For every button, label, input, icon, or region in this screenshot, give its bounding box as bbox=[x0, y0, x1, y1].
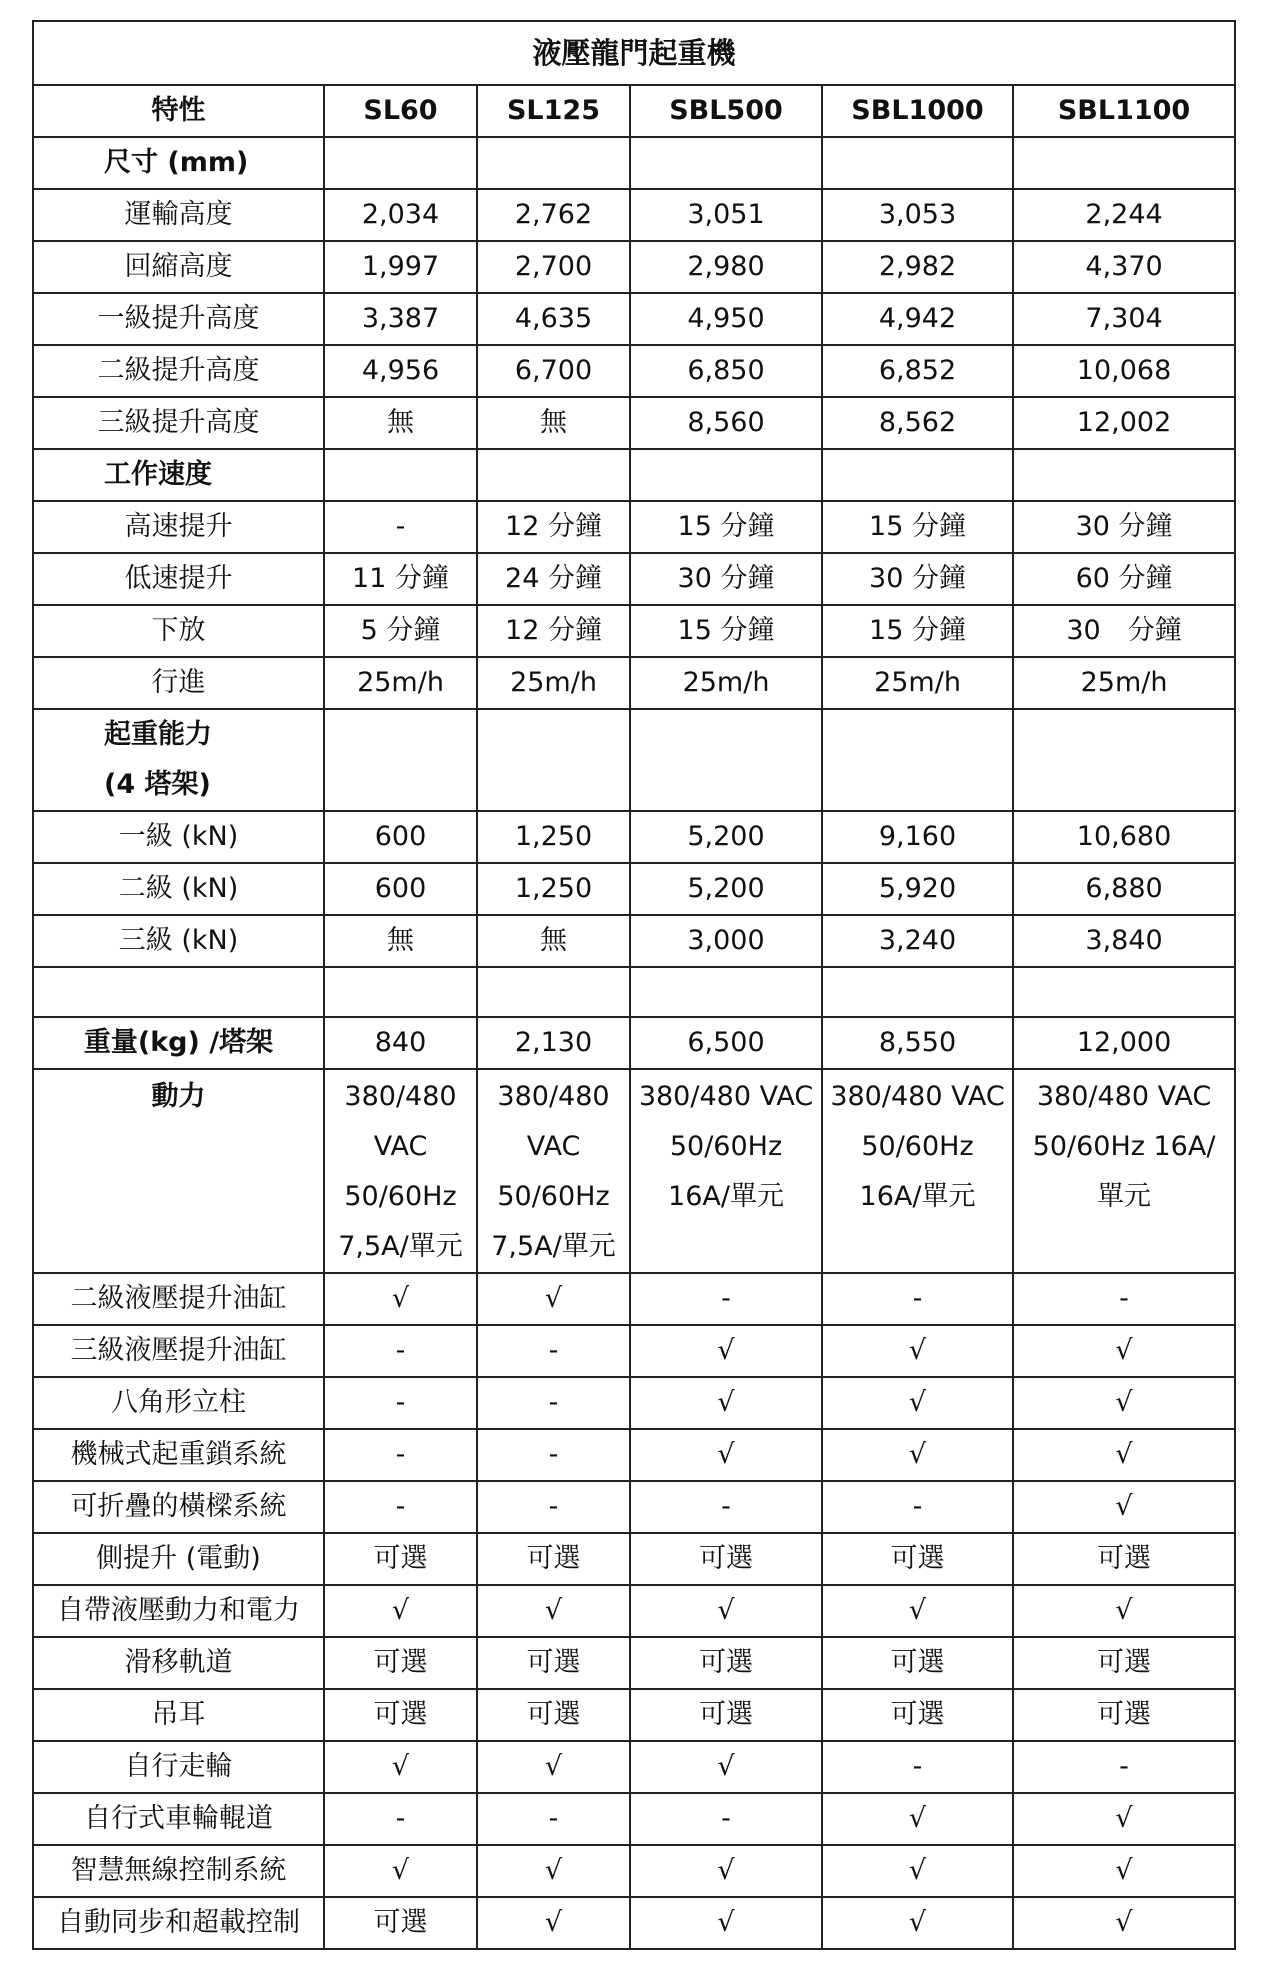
cell-value: 9,160 bbox=[822, 811, 1013, 863]
table-row bbox=[33, 189, 1235, 241]
cell-value: 8,562 bbox=[822, 397, 1013, 449]
cell-value: 3,000 bbox=[630, 915, 822, 967]
cell-value: - bbox=[630, 1793, 822, 1845]
section-capacity bbox=[33, 709, 324, 811]
cell-value: 可選 bbox=[630, 1689, 822, 1741]
cell-value: 4,950 bbox=[630, 293, 822, 345]
cell-value: 30 分鐘 bbox=[630, 553, 822, 605]
table-row bbox=[33, 241, 1235, 293]
cell-line: VAC bbox=[526, 1131, 581, 1162]
cell-value: √ bbox=[1013, 1377, 1235, 1429]
section-row bbox=[33, 137, 1235, 189]
cell-value: - bbox=[324, 1793, 477, 1845]
cell-value: 6,852 bbox=[822, 345, 1013, 397]
row-label-side-lift: 側提升 (電動) bbox=[33, 1533, 324, 1585]
cell-value: √ bbox=[1013, 1481, 1235, 1533]
row-label-travel: 行進 bbox=[33, 657, 324, 709]
cell-value: 無 bbox=[324, 397, 477, 449]
row-label-self-power: 自帶液壓動力和電力 bbox=[33, 1585, 324, 1637]
cell-value: - bbox=[324, 501, 477, 553]
spec-table bbox=[32, 20, 1236, 1950]
cell-value: √ bbox=[822, 1325, 1013, 1377]
cell-value: 12 分鐘 bbox=[477, 501, 630, 553]
section-row bbox=[33, 709, 1235, 811]
cell-value: 可選 bbox=[324, 1637, 477, 1689]
table-row bbox=[33, 1273, 1235, 1325]
cell-value: - bbox=[477, 1481, 630, 1533]
row-label-weight: 重量(kg) /塔架 bbox=[33, 1017, 324, 1069]
cell-value: - bbox=[822, 1481, 1013, 1533]
cell-line: 380/480 VAC bbox=[830, 1081, 1005, 1112]
cell-value: √ bbox=[1013, 1897, 1235, 1949]
table-row bbox=[33, 1429, 1235, 1481]
cell-value: 6,880 bbox=[1013, 863, 1235, 915]
table-row bbox=[33, 345, 1235, 397]
cell-value: 可選 bbox=[630, 1637, 822, 1689]
cell-value bbox=[324, 1069, 477, 1273]
cell-value: √ bbox=[324, 1273, 477, 1325]
row-label-cap-stage2: 二級 (kN) bbox=[33, 863, 324, 915]
cell-value: √ bbox=[822, 1793, 1013, 1845]
row-label-octagon-column: 八角形立柱 bbox=[33, 1377, 324, 1429]
cell-value: 2,700 bbox=[477, 241, 630, 293]
cell-value: 可選 bbox=[477, 1637, 630, 1689]
table-row bbox=[33, 915, 1235, 967]
table-row bbox=[33, 1017, 1235, 1069]
row-label-stage3-height: 三級提升高度 bbox=[33, 397, 324, 449]
cell-value: 6,700 bbox=[477, 345, 630, 397]
table-row bbox=[33, 1069, 1235, 1273]
cell-value: 可選 bbox=[822, 1637, 1013, 1689]
cell-value: 12,002 bbox=[1013, 397, 1235, 449]
col-header: SL125 bbox=[477, 85, 630, 137]
cell-value: 15 分鐘 bbox=[630, 605, 822, 657]
row-label-auto-sync: 自動同步和超載控制 bbox=[33, 1897, 324, 1949]
spec-table-container bbox=[32, 20, 1234, 1958]
cell-value: √ bbox=[630, 1377, 822, 1429]
cell-value: 無 bbox=[477, 915, 630, 967]
cell-value: √ bbox=[822, 1429, 1013, 1481]
cell-value: 4,942 bbox=[822, 293, 1013, 345]
cell-line: 7,5A/單元 bbox=[491, 1231, 616, 1262]
table-row bbox=[33, 863, 1235, 915]
cell-value: 3,840 bbox=[1013, 915, 1235, 967]
cell-line: 380/480 bbox=[344, 1081, 457, 1112]
cell-value: 8,550 bbox=[822, 1017, 1013, 1069]
cell-value: 840 bbox=[324, 1017, 477, 1069]
cell-line: 50/60Hz bbox=[861, 1131, 974, 1162]
cell-value: 可選 bbox=[324, 1689, 477, 1741]
cell-value: 5 分鐘 bbox=[324, 605, 477, 657]
cell-value: 可選 bbox=[822, 1533, 1013, 1585]
row-label-wireless: 智慧無線控制系統 bbox=[33, 1845, 324, 1897]
cell-value: 12 分鐘 bbox=[477, 605, 630, 657]
cell-value: 10,068 bbox=[1013, 345, 1235, 397]
cell-value: 25m/h bbox=[477, 657, 630, 709]
col-header: SBL500 bbox=[630, 85, 822, 137]
cell-value: 2,130 bbox=[477, 1017, 630, 1069]
row-label-cap-stage1: 一級 (kN) bbox=[33, 811, 324, 863]
cell-value: 10,680 bbox=[1013, 811, 1235, 863]
table-row bbox=[33, 293, 1235, 345]
cell-value: - bbox=[630, 1273, 822, 1325]
table-row bbox=[33, 1793, 1235, 1845]
cell-value: √ bbox=[477, 1273, 630, 1325]
table-row bbox=[33, 605, 1235, 657]
table-row bbox=[33, 1897, 1235, 1949]
cell-value: √ bbox=[1013, 1845, 1235, 1897]
cell-value: 30 分鐘 bbox=[1013, 501, 1235, 553]
cell-value: √ bbox=[630, 1585, 822, 1637]
cell-value: 600 bbox=[324, 811, 477, 863]
cell-value: 15 分鐘 bbox=[822, 501, 1013, 553]
cell-value: 2,982 bbox=[822, 241, 1013, 293]
cell-value: 8,560 bbox=[630, 397, 822, 449]
cell-value: √ bbox=[1013, 1325, 1235, 1377]
cell-value: 可選 bbox=[1013, 1637, 1235, 1689]
cell-value: 可選 bbox=[477, 1689, 630, 1741]
table-row bbox=[33, 1325, 1235, 1377]
cell-value: - bbox=[1013, 1273, 1235, 1325]
cell-value: 25m/h bbox=[630, 657, 822, 709]
cell-value: √ bbox=[630, 1325, 822, 1377]
cell-value: - bbox=[324, 1325, 477, 1377]
cell-value: 1,250 bbox=[477, 811, 630, 863]
cell-value: √ bbox=[324, 1585, 477, 1637]
cell-value: 2,244 bbox=[1013, 189, 1235, 241]
cell-value: - bbox=[477, 1325, 630, 1377]
cell-line: 50/60Hz bbox=[344, 1181, 457, 1212]
cell-value: 可選 bbox=[630, 1533, 822, 1585]
table-row bbox=[33, 553, 1235, 605]
row-label-transport-height: 運輸高度 bbox=[33, 189, 324, 241]
table-row bbox=[33, 501, 1235, 553]
cell-value: 5,200 bbox=[630, 863, 822, 915]
cell-value: - bbox=[477, 1793, 630, 1845]
cell-value: - bbox=[630, 1481, 822, 1533]
cell-value: 可選 bbox=[1013, 1689, 1235, 1741]
row-label-lifting-lug: 吊耳 bbox=[33, 1689, 324, 1741]
blank-row bbox=[33, 967, 1235, 1017]
cell-value: √ bbox=[1013, 1793, 1235, 1845]
cell-value: 可選 bbox=[324, 1897, 477, 1949]
cell-value: 可選 bbox=[324, 1533, 477, 1585]
row-label-mech-lock: 機械式起重鎖系統 bbox=[33, 1429, 324, 1481]
cell-line: 380/480 bbox=[497, 1081, 610, 1112]
cell-value: √ bbox=[324, 1845, 477, 1897]
cell-value: √ bbox=[630, 1845, 822, 1897]
cell-value: 15 分鐘 bbox=[822, 605, 1013, 657]
cell-value: √ bbox=[1013, 1585, 1235, 1637]
cell-value: 6,850 bbox=[630, 345, 822, 397]
section-speed: 工作速度 bbox=[33, 449, 324, 501]
cell-line: 單元 bbox=[1097, 1181, 1152, 1212]
cell-value: 12,000 bbox=[1013, 1017, 1235, 1069]
cell-value bbox=[1013, 1069, 1235, 1273]
cell-value: 25m/h bbox=[1013, 657, 1235, 709]
row-label-power: 動力 bbox=[33, 1069, 324, 1273]
table-row bbox=[33, 397, 1235, 449]
table-row bbox=[33, 1689, 1235, 1741]
table-row bbox=[33, 1481, 1235, 1533]
cell-value: √ bbox=[477, 1897, 630, 1949]
cell-value: 1,250 bbox=[477, 863, 630, 915]
cell-line: VAC bbox=[373, 1131, 428, 1162]
row-label-hyd-cyl3: 三級液壓提升油缸 bbox=[33, 1325, 324, 1377]
cell-value: - bbox=[324, 1377, 477, 1429]
cell-value: 4,370 bbox=[1013, 241, 1235, 293]
row-label-self-wheels: 自行走輪 bbox=[33, 1741, 324, 1793]
cell-value: 可選 bbox=[477, 1533, 630, 1585]
section-capacity-line1: 起重能力 bbox=[104, 719, 212, 750]
cell-line: 16A/單元 bbox=[859, 1181, 976, 1212]
cell-value: √ bbox=[477, 1585, 630, 1637]
table-row bbox=[33, 1533, 1235, 1585]
cell-value: 5,200 bbox=[630, 811, 822, 863]
cell-value: √ bbox=[822, 1377, 1013, 1429]
row-label-low-lift: 低速提升 bbox=[33, 553, 324, 605]
cell-value: 3,051 bbox=[630, 189, 822, 241]
cell-value: 600 bbox=[324, 863, 477, 915]
cell-value: 2,762 bbox=[477, 189, 630, 241]
cell-value: √ bbox=[822, 1897, 1013, 1949]
cell-value: 2,034 bbox=[324, 189, 477, 241]
cell-value: - bbox=[477, 1377, 630, 1429]
cell-value: √ bbox=[822, 1585, 1013, 1637]
cell-value: 可選 bbox=[822, 1689, 1013, 1741]
cell-value: √ bbox=[630, 1429, 822, 1481]
table-row bbox=[33, 657, 1235, 709]
cell-value: 3,053 bbox=[822, 189, 1013, 241]
row-label-stage1-height: 一級提升高度 bbox=[33, 293, 324, 345]
col-header: 特性 bbox=[33, 85, 324, 137]
cell-value bbox=[822, 1069, 1013, 1273]
cell-value bbox=[630, 1069, 822, 1273]
cell-line: 7,5A/單元 bbox=[338, 1231, 463, 1262]
header-row bbox=[33, 85, 1235, 137]
cell-value: 6,500 bbox=[630, 1017, 822, 1069]
cell-value: 4,956 bbox=[324, 345, 477, 397]
section-row bbox=[33, 449, 1235, 501]
cell-line: 16A/單元 bbox=[668, 1181, 784, 1212]
cell-value: 25m/h bbox=[822, 657, 1013, 709]
section-capacity-line2: (4 塔架) bbox=[104, 769, 211, 800]
cell-value: - bbox=[324, 1481, 477, 1533]
cell-line: 380/480 VAC bbox=[1036, 1081, 1212, 1112]
cell-value: - bbox=[1013, 1741, 1235, 1793]
row-label-high-lift: 高速提升 bbox=[33, 501, 324, 553]
cell-value: 60 分鐘 bbox=[1013, 553, 1235, 605]
cell-value: 可選 bbox=[1013, 1533, 1235, 1585]
cell-value: 3,387 bbox=[324, 293, 477, 345]
cell-value: 30 分鐘 bbox=[1013, 605, 1235, 657]
table-row bbox=[33, 1585, 1235, 1637]
cell-value: 15 分鐘 bbox=[630, 501, 822, 553]
cell-value: 11 分鐘 bbox=[324, 553, 477, 605]
cell-value: 4,635 bbox=[477, 293, 630, 345]
col-header: SBL1100 bbox=[1013, 85, 1235, 137]
row-label-wheel-track: 自行式車輪輥道 bbox=[33, 1793, 324, 1845]
table-row bbox=[33, 1637, 1235, 1689]
row-label-folding-beam: 可折疊的橫樑系統 bbox=[33, 1481, 324, 1533]
table-row bbox=[33, 1377, 1235, 1429]
row-label-slide-track: 滑移軌道 bbox=[33, 1637, 324, 1689]
cell-value: - bbox=[324, 1429, 477, 1481]
table-title: 液壓龍門起重機 bbox=[33, 21, 1235, 85]
cell-value: 5,920 bbox=[822, 863, 1013, 915]
cell-line: 50/60Hz bbox=[669, 1131, 783, 1162]
cell-value: 3,240 bbox=[822, 915, 1013, 967]
col-header: SL60 bbox=[324, 85, 477, 137]
cell-line: 50/60Hz bbox=[497, 1181, 610, 1212]
cell-value: 24 分鐘 bbox=[477, 553, 630, 605]
cell-value: - bbox=[822, 1741, 1013, 1793]
cell-value: - bbox=[822, 1273, 1013, 1325]
row-label-stage2-height: 二級提升高度 bbox=[33, 345, 324, 397]
cell-value: √ bbox=[1013, 1429, 1235, 1481]
cell-value: √ bbox=[477, 1845, 630, 1897]
cell-line: 380/480 VAC bbox=[638, 1081, 814, 1112]
table-row bbox=[33, 811, 1235, 863]
row-label-lowering: 下放 bbox=[33, 605, 324, 657]
cell-line: 50/60Hz 16A/ bbox=[1032, 1131, 1216, 1162]
table-row bbox=[33, 1845, 1235, 1897]
table-row bbox=[33, 1741, 1235, 1793]
cell-value bbox=[477, 1069, 630, 1273]
row-label-hyd-cyl2: 二級液壓提升油缸 bbox=[33, 1273, 324, 1325]
cell-value: - bbox=[477, 1429, 630, 1481]
cell-value: √ bbox=[630, 1741, 822, 1793]
row-label-retracted-height: 回縮高度 bbox=[33, 241, 324, 293]
cell-value: 1,997 bbox=[324, 241, 477, 293]
cell-value: 2,980 bbox=[630, 241, 822, 293]
cell-value: 30 分鐘 bbox=[822, 553, 1013, 605]
cell-value: √ bbox=[477, 1741, 630, 1793]
cell-value: √ bbox=[324, 1741, 477, 1793]
cell-value: 25m/h bbox=[324, 657, 477, 709]
cell-value: 無 bbox=[477, 397, 630, 449]
cell-value: 7,304 bbox=[1013, 293, 1235, 345]
col-header: SBL1000 bbox=[822, 85, 1013, 137]
section-dimensions: 尺寸 (mm) bbox=[33, 137, 324, 189]
cell-value: 無 bbox=[324, 915, 477, 967]
cell-value: √ bbox=[822, 1845, 1013, 1897]
cell-value: √ bbox=[630, 1897, 822, 1949]
row-label-cap-stage3: 三級 (kN) bbox=[33, 915, 324, 967]
